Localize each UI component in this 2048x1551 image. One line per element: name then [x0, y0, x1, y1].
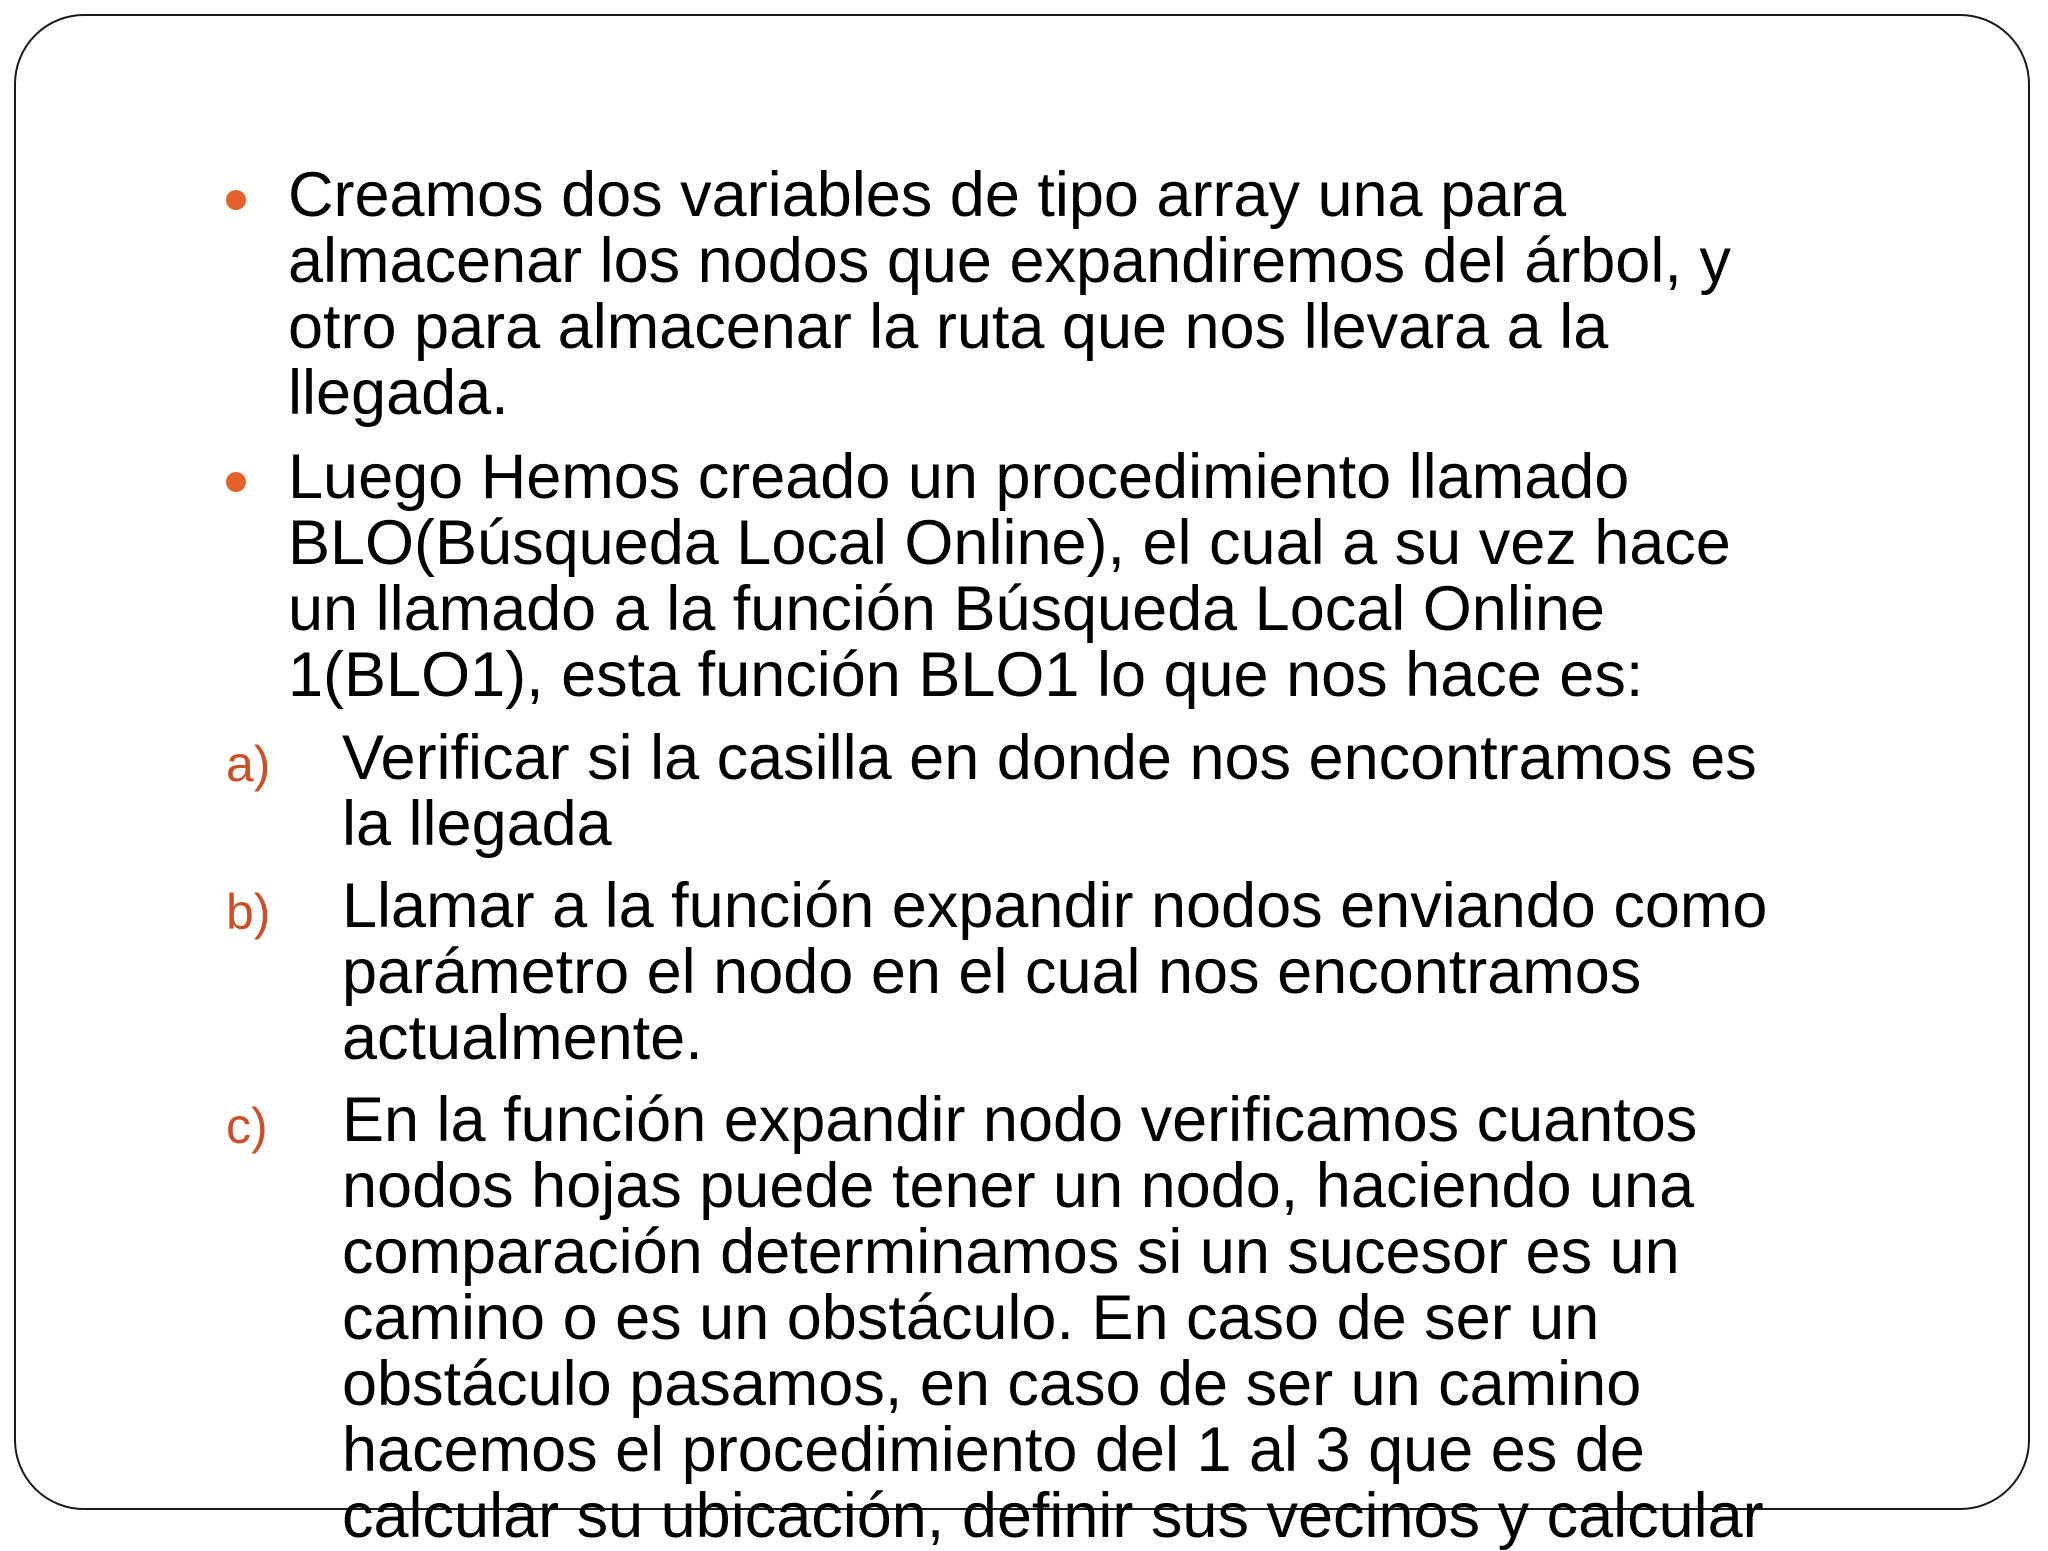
- sub-item-text-line: hacemos el procedimiento del 1 al 3 que es de: [342, 1415, 1645, 1485]
- bullet-dot-icon: [226, 190, 246, 210]
- sub-item-text-line: nodos hojas puede tener un nodo, haciendo una: [342, 1151, 1695, 1221]
- sub-item-text-line: obstáculo pasamos, en caso de ser un camino: [342, 1349, 1642, 1419]
- sub-item-text-line: parámetro el nodo en el cual nos encontramos: [342, 937, 1642, 1007]
- bullet-text-line: BLO(Búsqueda Local Online), el cual a su vez hace: [288, 508, 1731, 578]
- sub-item-text-line: En la función expandir nodo verificamos cuantos: [342, 1085, 1698, 1155]
- sub-item-c: [226, 1085, 1962, 1551]
- bullet-text-line: un llamado a la función Búsqueda Local Online: [288, 574, 1605, 644]
- sub-item-text-line: Verificar si la casilla en donde nos encontramos es: [342, 723, 1757, 793]
- sub-item-b: [226, 871, 1962, 1073]
- bullet-item: [288, 162, 1908, 426]
- bullet-text-line: otro para almacenar la ruta que nos llevara a la: [288, 292, 1609, 362]
- sub-item-text-line: Llamar a la función expandir nodos enviando como: [342, 871, 1768, 941]
- sub-item-text-line: la llegada: [342, 789, 612, 859]
- bullet-item: [288, 444, 1908, 708]
- sub-item-text-line: comparación determinamos si un sucesor es un: [342, 1217, 1680, 1287]
- sub-item-marker: b): [226, 884, 271, 940]
- sub-item-text-line: calcular su ubicación, definir sus vecinos y calcular: [342, 1481, 1764, 1551]
- bullet-dot-icon: [226, 472, 246, 492]
- bullet-text-line: llegada.: [288, 358, 509, 428]
- sub-item-marker: c): [226, 1098, 268, 1154]
- sub-item-text-line: actualmente.: [342, 1003, 703, 1073]
- sub-item-marker: a): [226, 736, 271, 792]
- bullet-text-line: Luego Hemos creado un procedimiento llamado: [288, 442, 1630, 512]
- bullet-text-line: 1(BLO1), esta función BLO1 lo que nos hace es:: [288, 640, 1644, 710]
- sub-item-text-line: camino o es un obstáculo. En caso de ser un: [342, 1283, 1600, 1353]
- bullet-text-line: almacenar los nodos que expandiremos del árbol, y: [288, 226, 1731, 296]
- bullet-text-line: Creamos dos variables de tipo array una para: [288, 160, 1567, 230]
- sub-item-a: [226, 723, 1962, 859]
